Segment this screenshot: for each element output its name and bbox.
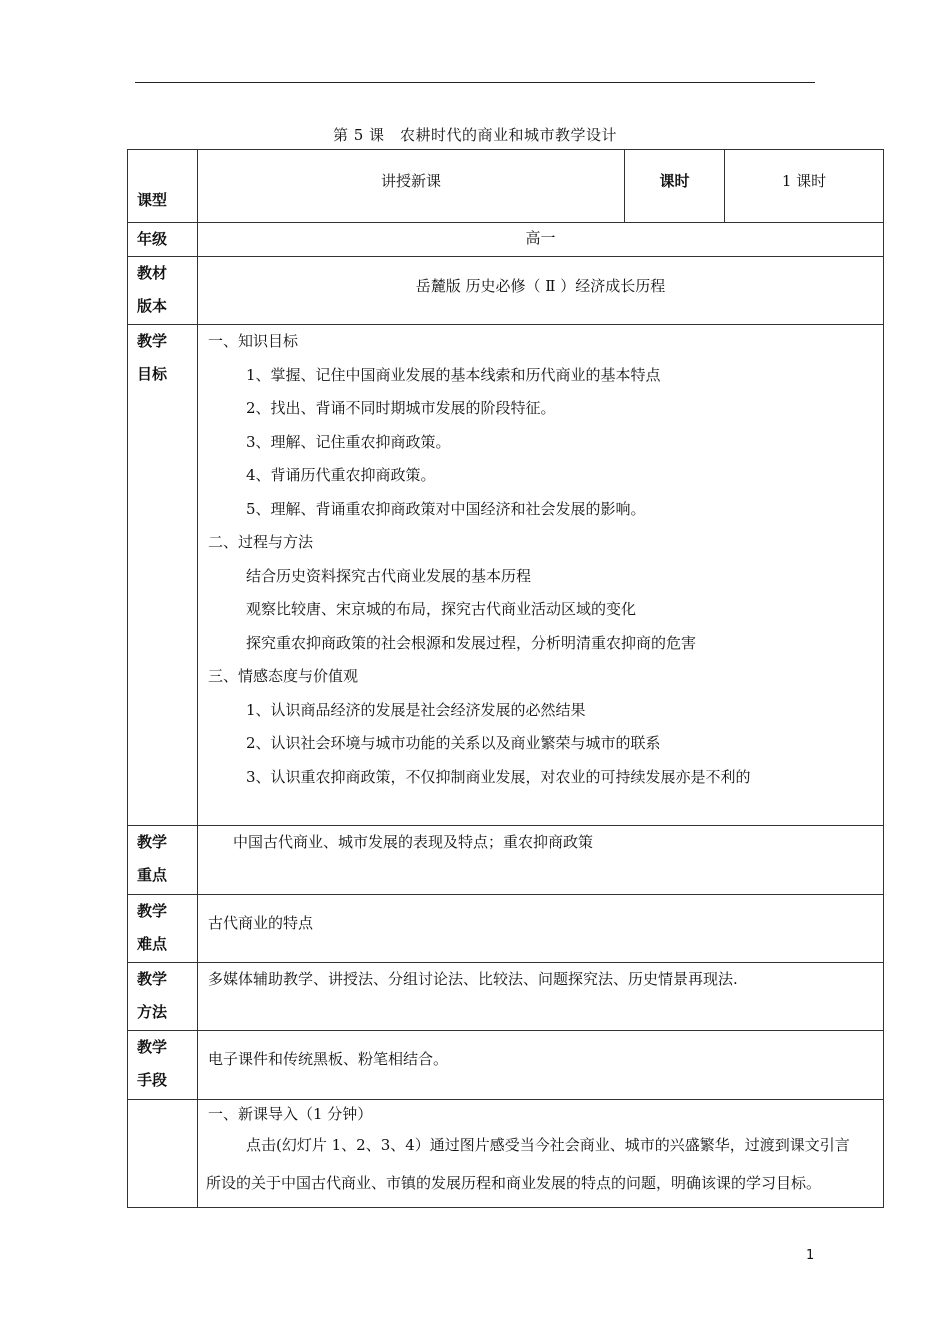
label-grade-text: 年级 — [137, 230, 168, 248]
value-textbook-text: 岳麓版 历史必修（ Ⅱ ）经济成长历程 — [415, 277, 666, 295]
document-title: 第 5 课 农耕时代的商业和城市教学设计 — [332, 126, 618, 144]
label-process-empty — [128, 1100, 198, 1208]
goal-item: 2、认识社会环境与城市功能的关系以及商业繁荣与城市的联系 — [246, 734, 661, 752]
goal-item: 4、背诵历代重农抑商政策。 — [246, 466, 436, 484]
row-textbook — [128, 257, 884, 325]
label-key — [128, 826, 198, 895]
process-paragraph-line2: 所设的关于中国古代商业、市镇的发展历程和商业发展的特点的问题，明确该课的学习目标。 — [206, 1174, 822, 1192]
label-type — [128, 150, 198, 223]
value-grade-text: 高一 — [525, 229, 556, 247]
goal-item: 3、理解、记住重农抑商政策。 — [246, 432, 451, 451]
value-textbook — [198, 257, 884, 325]
value-goals — [198, 325, 884, 826]
value-hours — [725, 150, 884, 223]
row-grade — [128, 223, 884, 257]
label-method-line2: 方法 — [137, 1003, 168, 1021]
value-method — [198, 963, 884, 1031]
goal-heading-knowledge: 一、知识目标 — [208, 332, 299, 350]
goal-item: 2、找出、背诵不同时期城市发展的阶段特征。 — [246, 399, 556, 417]
value-difficulty-text: 古代商业的特点 — [208, 914, 314, 932]
label-method — [128, 963, 198, 1031]
row-means — [128, 1031, 884, 1100]
value-hours-text: 1 课时 — [781, 172, 827, 190]
label-difficulty-line1: 教学 — [137, 902, 168, 920]
value-means — [198, 1031, 884, 1100]
goal-item: 5、理解、背诵重农抑商政策对中国经济和社会发展的影响。 — [246, 499, 646, 518]
label-key-line2: 重点 — [137, 866, 168, 884]
row-key — [128, 826, 884, 895]
goal-item: 探究重农抑商政策的社会根源和发展过程，分析明清重农抑商的危害 — [246, 633, 697, 652]
row-process — [128, 1100, 884, 1208]
goal-item: 1、认识商品经济的发展是社会经济发展的必然结果 — [246, 700, 586, 719]
label-textbook-line1: 教材 — [137, 264, 168, 282]
label-goals-line2: 目标 — [137, 365, 168, 383]
header-rule — [135, 82, 815, 83]
value-process — [198, 1100, 884, 1208]
label-difficulty-line2: 难点 — [137, 935, 168, 953]
row-goals — [128, 325, 884, 826]
label-grade — [128, 223, 198, 257]
label-textbook-line2: 版本 — [137, 297, 168, 315]
label-hours — [625, 150, 725, 223]
label-hours-text: 课时 — [659, 172, 690, 190]
process-paragraph-line1: 点击(幻灯片 1、2、3、4）通过图片感受当今社会商业、城市的兴盛繁华，过渡到课文引言 — [246, 1136, 850, 1154]
label-means-line2: 手段 — [137, 1071, 168, 1089]
goal-item: 3、认识重农抑商政策，不仅抑制商业发展，对农业的可持续发展亦是不利的 — [246, 767, 751, 786]
value-key-text: 中国古代商业、城市发展的表现及特点；重农抑商政策 — [233, 833, 594, 851]
goal-item: 1、掌握、记住中国商业发展的基本线索和历代商业的基本特点 — [246, 365, 661, 384]
goal-item: 结合历史资料探究古代商业发展的基本历程 — [246, 566, 532, 585]
row-type — [128, 150, 884, 223]
label-goals — [128, 325, 198, 826]
label-difficulty — [128, 895, 198, 963]
label-type-text: 课型 — [137, 191, 168, 209]
label-textbook — [128, 257, 198, 325]
row-method — [128, 963, 884, 1031]
label-method-line1: 教学 — [137, 970, 168, 988]
value-type-text: 讲授新课 — [380, 172, 441, 190]
process-heading: 一、新课导入（1 分钟） — [208, 1105, 373, 1123]
goal-heading-attitude: 三、情感态度与价值观 — [208, 667, 359, 685]
value-type — [198, 150, 625, 223]
goal-item: 观察比较唐、宋京城的布局，探究古代商业活动区域的变化 — [246, 600, 637, 618]
value-grade — [198, 223, 884, 257]
label-means-line1: 教学 — [137, 1038, 168, 1056]
value-key — [198, 826, 884, 895]
value-difficulty — [198, 895, 884, 963]
label-goals-line1: 教学 — [137, 332, 168, 350]
page-number: 1 — [806, 1248, 815, 1263]
goal-heading-process: 二、过程与方法 — [208, 533, 314, 551]
row-difficulty — [128, 895, 884, 963]
lesson-plan-table — [127, 149, 884, 1208]
value-means-text: 电子课件和传统黑板、粉笔相结合。 — [208, 1050, 449, 1068]
value-method-text: 多媒体辅助教学、讲授法、分组讨论法、比较法、问题探究法、历史情景再现法. — [208, 970, 738, 988]
label-means — [128, 1031, 198, 1100]
label-key-line1: 教学 — [137, 833, 168, 851]
